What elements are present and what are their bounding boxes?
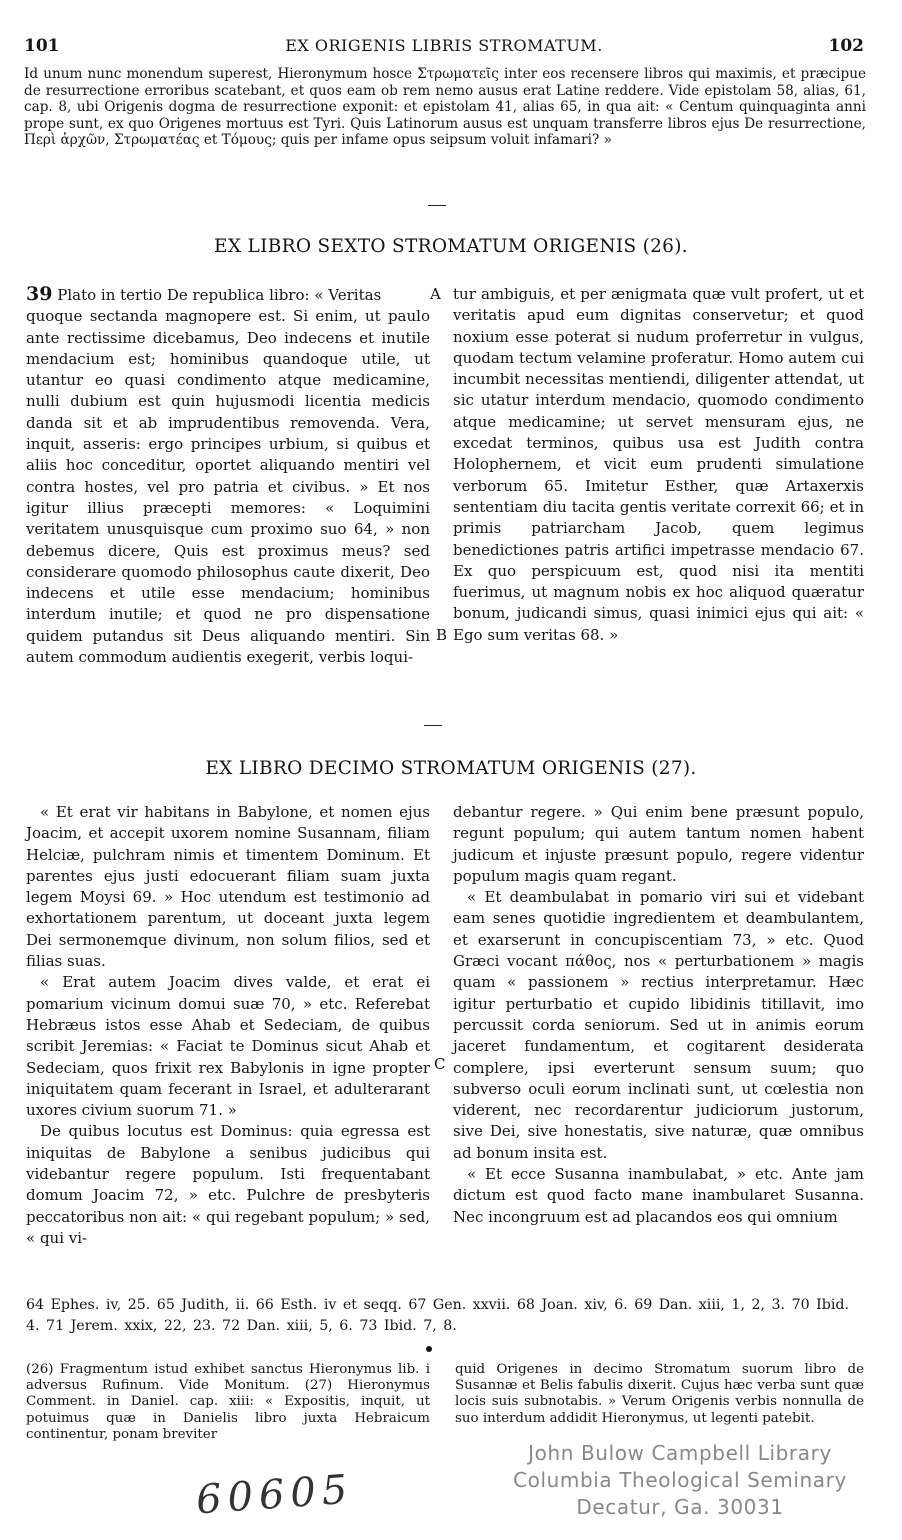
editor-note-text: (26) Fragmentum istud exhibet sanctus Hieronymus lib. i adversus Rufinum. Vide Monitum. (27) Hieronymus Comment. in Daniel. cap. xiii: « Expositis, inquit, ut potuimus quæ in Danielis libro juxta Hebraicum continentur, ponam breviter: [26, 1362, 430, 1442]
margin-letter-c: C: [434, 1055, 446, 1073]
section2-right-column: [453, 802, 864, 1228]
section-heading-tenth: EX LIBRO DECIMO STROMATUM ORIGENIS (27).: [205, 758, 697, 779]
section2-right-para: debantur regere. » Qui enim bene præsunt populo, regunt populum; qui autem tantum nomen habent judicum et injuste præsunt populo, regere videntur populum magis quam regant.: [453, 803, 864, 885]
page-number-left: 101: [24, 36, 60, 56]
editor-notes-left: [26, 1362, 430, 1443]
section-divider: [428, 205, 446, 206]
section1-left-column: [26, 284, 430, 668]
ink-dot: [426, 1346, 432, 1352]
section2-left-para: De quibus locutus est Dominus: quia egressa est iniquitas de Babylone a senibus judicibus qui videbantur regere populum. Isti frequentabant domum Joacim 72, » etc. Pulchre de presbyteris peccatoribus non ait: « qui regebant populum; » sed, « qui vi-: [26, 1122, 430, 1247]
section2-right-para: « Et ecce Susanna inambulabat, » etc. Ante jam dictum est quod facto mane inambularet Susanna. Nec incongruum est ad placandos eos qui omnium: [453, 1165, 864, 1226]
footnote-text: 64 Ephes. iv, 25. 65 Judith, ii. 66 Esth. iv et seqq. 67 Gen. xxvii. 68 Joan. xiv, 6. 69 Dan. xiii, 1, 2, 3. 70 Ibid. 4. 71 Jerem. xxix, 22, 23. 72 Dan. xiii, 5, 6. 73 Ibid. 7, 8.: [26, 1297, 849, 1334]
scripture-footnotes: [26, 1295, 868, 1337]
section2-left-para: « Erat autem Joacim dives valde, et erat ei pomarium vicinum domui suæ 70, » etc. Referebat Hebræus istos esse Ahab et Sedeciam, de quibus scribit Jeremias: « Faciat te Dominus sicut Ahab et Sedeciam, quos frixit rex Babylonis in igne propter iniquitatem quam fecerant in Israel, et adulterarant uxores civium suorum 71. »: [26, 973, 430, 1120]
stamp-line: Decatur, Ga. 30031: [576, 1495, 784, 1519]
section-heading-sixth: EX LIBRO SEXTO STROMATUM ORIGENIS (26).: [214, 236, 688, 257]
margin-letter-a: A: [430, 285, 441, 303]
intro-paragraph: [24, 66, 866, 149]
section2-right-para: « Et deambulabat in pomario viri sui et videbant eam senes quotidie ingredientem et deambulantem, et exarserunt in concupiscentiam 73, » etc. Quod Græci vocant πάθος, nos « perturbationem » magis quam « passionem » rectius interpretamur. Hæc igitur perturbatio et cupido libidinis titillavit, imo percussit corda seniorum. Sed ut in animis eorum jaceret fundamentum, et cogitarent desiderata complere, ipsi everterunt sensum suum; quo subverso oculi eorum inclinati sunt, ut cœlestia non viderent, nec recordarentur judiciorum justorum, sive Dei, sive honestatis, sive naturæ, quæ omnibus ad bonum insita est.: [453, 888, 864, 1162]
fragment-number: 39: [26, 283, 53, 305]
section2-left-para: « Et erat vir habitans in Babylone, et nomen ejus Joacim, et accepit uxorem nomine Susannam, filiam Helciæ, pulchram nimis et timentem Dominum. Et parentes ejus justi edocuerant filiam suam juxta legem Moysi 69. » Hoc utendum est testimonio ad exhortationem parentum, ut doceant juxta legem Dei sermonemque divinum, non solum filios, sed et filias suas.: [26, 803, 430, 971]
editor-notes-right: [455, 1362, 864, 1427]
section1-left-text: quoque sectanda magnopere est. Si enim, ut paulo ante rectissime dicebamus, Deo indecens et inutile mendacium est; hominibus quandoque utile, ut utantur eo quasi condimento atque medicamine, nulli dubium est quin hujusmodi licentia medicis danda sit et ab imprudentibus removenda. Vera, inquit, asseris: ergo principes urbium, si quibus et aliis hoc conceditur, oportet aliquando mentiri vel contra hostes, vel pro patria et civibus. » Et nos igitur illius præcepti memores: « Loquimini veritatem unusquisque cum proximo suo 64, » non debemus dicere, Quis est proximus meus? sed considerare quomodo philosophus caute dixerit, Deo indecens et utile esse mendacium; hominibus interdum inutile; et quod ne pro dispensatione quidem putandus sit Deus aliquando mentiri. Sin autem commodum audientis exegerit, verbis loqui-: [26, 307, 430, 667]
stamp-line: John Bulow Campbell Library: [528, 1441, 832, 1465]
section-divider: [424, 725, 442, 726]
running-title: EX ORIGENIS LIBRIS STROMATUM.: [285, 36, 603, 55]
stamp-line: Columbia Theological Seminary: [513, 1468, 847, 1492]
margin-letter-b: B: [436, 626, 448, 644]
editor-note-text: quid Origenes in decimo Stromatum suorum libro de Susannæ et Belis fabulis dixerit. Cujus hæc verba sunt quæ locis suis subnotabis. » Verum Origenis verbis nonnulla de suo interdum addidit Hieronymus, ut legenti patebit.: [455, 1362, 864, 1426]
section1-right-column: [453, 284, 864, 646]
page-number-right: 102: [828, 36, 864, 56]
section1-lead: Plato in tertio De republica libro: « Veritas: [57, 286, 382, 304]
section2-left-column: [26, 802, 430, 1249]
handwritten-accession-number: 60605: [194, 1466, 355, 1524]
section1-right-text: tur ambiguis, et per ænigmata quæ vult profert, ut et veritatis apud eum dignitas conservetur; et quod noxium esse poterat si nudum proferretur in vulgus, quodam tectum velamine proferatur. Homo autem cui incumbit necessitas mentiendi, diligenter attendat, ut sic utatur interdum mendacio, quomodo condimento atque medicamine; ut servet mensuram ejus, ne excedat terminos, quibus usa est Judith contra Holophernem, et vicit eum prudenti simulatione verborum 65. Imitetur Esther, quæ Artaxerxis sententiam diu tacita gentis veritate correxit 66; et in primis patriarcham Jacob, quem legimus benedictiones patris artifici impetrasse mendacio 67. Ex quo perspicuum est, quod nisi ita mentiti fuerimus, ut magnum nobis ex hoc aliquod quæratur bonum, judicandi simus, quasi inimici ejus qui ait: « Ego sum veritas 68. »: [453, 285, 864, 644]
running-header: [24, 36, 864, 58]
intro-text: Id unum nunc monendum superest, Hieronymum hosce Στρωματεῖς inter eos recensere libros qui maximis, et præcipue de resurrectione erroribus scatebant, et quos eam ob rem nemo ausus erat Latine reddere. Vide epistolam 58, alias, 61, cap. 8, ubi Origenis dogma de resurrectione exponit: et epistolam 41, alias 65, in qua ait: « Centum quinquaginta anni prope sunt, ex quo Origenes mortuus est Tyri. Quis Latinorum ausus est unquam transferre libros ejus De resurrectione, Περὶ ἀρχῶν, Στρωματέας et Τόμους; quis per infame opus seipsum voluit infamari? »: [24, 66, 866, 149]
library-stamp: [470, 1440, 890, 1521]
